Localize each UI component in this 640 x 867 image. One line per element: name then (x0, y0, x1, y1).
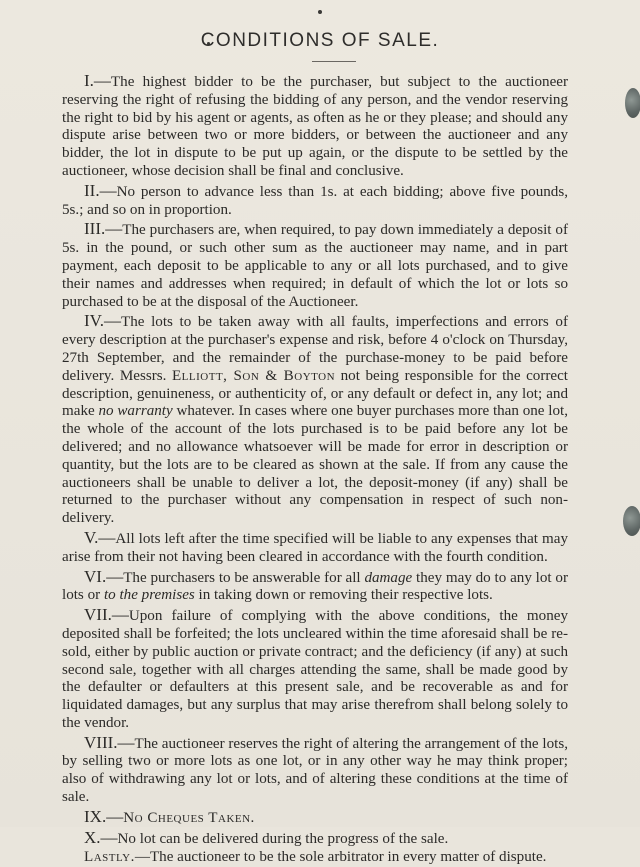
title-rule (312, 61, 356, 62)
clause-number: IX.— (84, 806, 124, 826)
clause-text: The lots to be taken away with all faults, imperfections and errors of every description at the purchaser's expense and risk, before 4 o'clock on Thursday, 27th September, and the remainder of the purchase-money to be paid before delivery. Messrs. (62, 314, 568, 384)
clause-text: The purchasers to be answerable for all (123, 569, 365, 586)
clause-text: no warranty (98, 403, 173, 420)
condition-clause (62, 182, 568, 220)
ornament-dot (318, 10, 322, 14)
condition-clause (62, 829, 568, 849)
conditions-list (62, 72, 568, 867)
clause-number: VIII.— (84, 732, 135, 752)
condition-clause (62, 849, 568, 867)
page-title: CONDITIONS OF SALE. (200, 30, 440, 51)
clause-text: No lot can be delivered during the progress of the sale. (117, 830, 449, 847)
clause-number: V.— (84, 527, 116, 547)
clause-text: The auctioneer reserves the right of altering the arrangement of the lots, by selling two or more lots as one lot, or in any other way he may think proper; also of withdrawing any lot or lots, and of altering these conditions at the time of sale. (62, 735, 568, 806)
clause-text: No Cheques Taken. (123, 809, 255, 826)
clause-text: Elliott, Son & Boyton (171, 367, 336, 384)
binding-hole-mark (625, 88, 640, 118)
clause-number: I.— (84, 71, 111, 90)
clause-text: not being responsible for the correct description, genuineness, or authenticity of, or any default or defect in, any lot; and make (62, 367, 569, 420)
clause-number: II.— (84, 180, 117, 200)
clause-text: whatever. In cases where one buyer purchases more than one lot, the whole of the account of the lots purchased is to be paid before any lot be delivered; and no allowance whatsoever will be made for error in description or quantity, but the lots are to be cleared as shown at the sale. If from any cause the auctioneers shall be unable to deliver a lot, the deposit-money (if any) shall be returned to the purchaser without any compensation in respect of such non-delivery. (62, 403, 568, 527)
clause-text: No person to advance less than 1s. at each bidding; above five pounds, 5s.; and so on in proportion. (62, 183, 568, 218)
condition-clause (62, 568, 568, 606)
condition-clause (62, 808, 568, 828)
clause-text: Upon failure of complying with the above conditions, the money deposited shall be forfeited; the lots uncleared within the time aforesaid shall be re-sold, either by public auction or private contract; and the deficiency (if any) at such second sale, together with all charges attending the same, shall be made good by the defaulter or defaulters at this present sale, and be recoverable as and for liquidated damages, but any surplus that may arise therefrom shall belong solely to the vendor. (62, 608, 568, 731)
clause-number: IV.— (84, 311, 121, 331)
clause-number: X.— (84, 827, 118, 847)
clause-text: damage (364, 569, 413, 586)
condition-clause (62, 312, 568, 528)
clause-number: VI.— (84, 566, 124, 586)
clause-text: The highest bidder to be the purchaser, but subject to the auctioneer reserving the right of refusing the bidding of any person, and the vendor reserving the right to bid by his agent or agents, as often as he or they please; and should any dispute arise between two or more bidders, or between the auctioneer and any bidder, the lot in dispute to be put up again, or the dispute to be settled by the auctioneer, whose decision shall be final and conclusive. (62, 74, 568, 179)
condition-clause (62, 606, 568, 733)
condition-clause (62, 72, 568, 181)
condition-clause (62, 220, 568, 311)
clause-text: to the premises (103, 587, 195, 604)
condition-clause (62, 529, 568, 567)
clause-text: they may do to any lot or lots or (62, 569, 568, 604)
clause-text: The purchasers are, when required, to pay down immediately a deposit of 5s. in the pound, or such other sum as the auctioneer may name, and in part payment, each deposit to be applicable to any or all lots purchased, and to give their names and addresses when required; in default of which the lot or lots so purchased to be at the disposal of the Auctioneer. (62, 222, 568, 310)
clause-text: All lots left after the time specified will be liable to any expenses that may arise from their not having been cleared in accordance with the fourth condition. (62, 530, 568, 565)
clause-text: Lastly. (84, 849, 135, 866)
clause-number: VII.— (84, 605, 129, 625)
clause-text: in taking down or removing their respective lots. (194, 587, 493, 604)
clause-text: —The auctioneer to be the sole arbitrator in every matter of dispute. (134, 849, 547, 866)
binding-hole-mark (623, 506, 640, 536)
clause-number: III.— (84, 219, 123, 239)
condition-clause (62, 734, 568, 807)
